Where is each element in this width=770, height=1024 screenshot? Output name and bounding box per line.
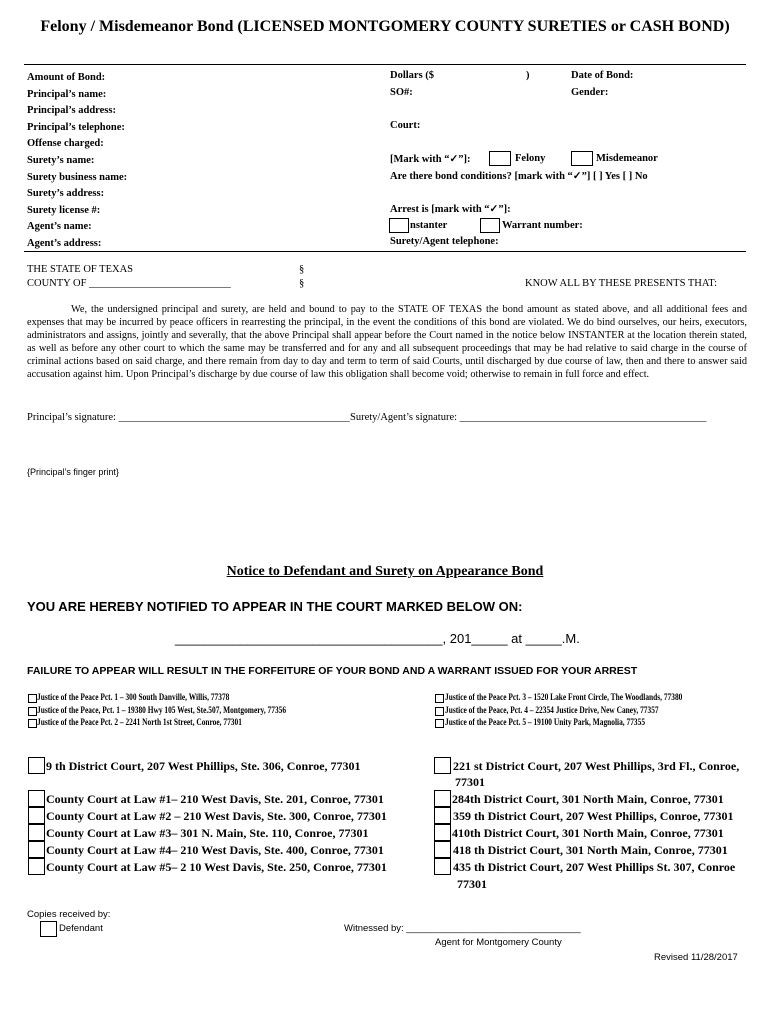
notified-heading: YOU ARE HEREBY NOTIFIED TO APPEAR IN THE COURT MARKED BELOW ON: [27,599,523,614]
dollars-close: ) [526,70,530,81]
court-checkbox[interactable] [28,790,45,807]
court-435th-district: 435 th District Court, 207 West Phillips St. 307, Conroe [453,860,736,874]
court-checkbox[interactable] [434,858,451,875]
felony-checkbox[interactable] [489,151,511,166]
jp-checkbox[interactable] [28,694,37,703]
jp-pct1-willis: Justice of the Peace Pct. 1 – 300 South Danville, Willis, 77378 [37,693,230,703]
court-label: Court: [390,120,421,131]
failure-warning: FAILURE TO APPEAR WILL RESULT IN THE FORFEITURE OF YOUR BOND AND A WARRANT ISSUED FOR YOUR ARREST [27,665,638,677]
court-checkbox[interactable] [434,824,451,841]
court-checkbox[interactable] [28,757,45,774]
warrant-checkbox[interactable] [480,218,500,233]
surety-telephone-label: Surety/Agent telephone: [390,236,499,247]
mark-with-label: [Mark with “✓”]: [390,154,471,165]
copies-received-label: Copies received by: [27,909,111,920]
jp-pct2-conroe: Justice of the Peace Pct. 2 – 2241 North 1st Street, Conroe, 77301 [37,718,242,728]
gender-label: Gender: [571,87,609,98]
jp-pct5-magnolia: Justice of the Peace Pct. 5 – 19100 Unity Park, Magnolia, 77355 [445,718,646,728]
court-checkbox[interactable] [28,858,45,875]
jp-checkbox[interactable] [28,707,37,716]
notice-title: Notice to Defendant and Surety on Appearance Bond [226,564,544,579]
dollars-label: Dollars ($ [390,70,435,81]
arrest-label: Arrest is [mark with “✓”]: [390,204,511,215]
court-359th-district: 359 th District Court, 207 West Phillips, Conroe, 77301 [453,809,734,823]
court-284th-district: 284th District Court, 301 North Main, Conroe, 77301 [452,792,724,806]
principal-telephone-label: Principal’s telephone: [27,121,125,133]
bond-agreement-text: We, the undersigned principal and surety, are held and bound to pay to the STATE OF TEXAS the bond amount as stated above, and all additional fees and expenses that may be incurred by peace officers in rearresting the principal, in the event the conditions of this bond are violated. We do bind ourselves, our heirs, executors, administrators and assigns, jointly and severally, that the above Principal shall appear before the Court named in the notice below INSTANTER at the location therein stated, as well as before any other court to which the same may be transferred and for any and all subsequent proceedings that may be had relative to said charge in the course of criminal actions based on said charge, and there remain from day to day and term to term of said Courts, until discharged by due course of law, then and there to answer said accusation against him. Upon Principal’s discharge by due course of law this obligation shall become void; otherwise to remain in full force and effect. [27,304,747,380]
jp-pct1-montgomery: Justice of the Peace, Pct. 1 – 19380 Hwy 105 West, Ste.507, Montgomery, 77356 [37,706,287,716]
date-of-bond-label: Date of Bond: [571,70,634,81]
agent-address-label: Agent’s address: [27,237,102,249]
defendant-checkbox[interactable] [40,921,57,937]
felony-label: Felony [515,153,546,164]
court-410th-district: 410th District Court, 301 North Main, Conroe, 77301 [452,826,724,840]
jp-checkbox[interactable] [435,694,444,703]
jp-checkbox[interactable] [435,719,444,728]
county-court-law-2: County Court at Law #2 – 210 West Davis, Ste. 300, Conroe, 77301 [46,809,387,823]
instanter-label: nstanter [410,220,448,231]
county-court-law-5: County Court at Law #5– 2 10 West Davis, Ste. 250, Conroe, 77301 [46,860,387,874]
know-all-heading: KNOW ALL BY THESE PRESENTS THAT: [525,278,718,289]
court-checkbox[interactable] [434,841,451,858]
appearance-date-line[interactable]: _____________________________________, 201_____ at _____.M. [175,631,580,646]
misdemeanor-label: Misdemeanor [596,153,658,164]
county-of-line: COUNTY OF ___________________________ [27,278,231,289]
fingerprint-label: {Principal’s finger print} [27,467,119,477]
jp-pct3-woodlands: Justice of the Peace Pct. 3 – 1520 Lake Front Circle, The Woodlands, 77380 [445,693,683,703]
form-left-labels [27,70,127,253]
section-symbol: § [299,278,305,289]
amount-of-bond-label: Amount of Bond: [27,72,106,83]
misdemeanor-checkbox[interactable] [571,151,593,166]
agent-caption: Agent for Montgomery County [435,937,562,948]
form-top-rule [24,64,746,65]
state-of-texas: THE STATE OF TEXAS [27,264,134,275]
court-418th-district: 418 th District Court, 301 North Main, Conroe, 77301 [453,843,728,857]
surety-name-label: Surety’s name: [27,154,95,166]
court-checkbox[interactable] [434,790,451,807]
agent-name-label: Agent’s name: [27,221,92,233]
surety-business-label: Surety business name: [27,171,128,183]
defendant-label: Defendant [59,923,103,934]
court-checkbox[interactable] [434,807,451,824]
county-court-law-4: County Court at Law #4– 210 West Davis, Ste. 400, Conroe, 77301 [46,843,384,857]
jp-checkbox[interactable] [28,719,37,728]
principal-signature-line[interactable]: Principal’s signature: ____________________________________________ [27,412,350,423]
jp-pct4-new-caney: Justice of the Peace, Pct. 4 – 22354 Justice Drive, New Caney, 77357 [445,706,659,716]
surety-address-label: Surety’s address: [27,188,105,200]
court-221st-district: 221 st District Court, 207 West Phillips, 3rd Fl., Conroe, [453,759,740,773]
offense-charged-label: Offense charged: [27,138,104,150]
bond-conditions-label: Are there bond conditions? [mark with “✓”] [ ] Yes [ ] No [390,171,648,182]
principal-address-label: Principal’s address: [27,105,116,117]
instanter-checkbox[interactable] [389,218,409,233]
so-number-label: SO#: [390,87,413,98]
court-9th-district: 9 th District Court, 207 West Phillips, Ste. 306, Conroe, 77301 [46,759,361,773]
form-bottom-rule [24,251,746,252]
court-221st-zip: 77301 [455,775,485,789]
court-checkbox[interactable] [28,824,45,841]
witnessed-by-line[interactable]: Witnessed by: _________________________________ [344,923,581,934]
surety-signature-line[interactable]: Surety/Agent’s signature: _______________________________________________ [350,412,707,423]
warrant-number-label: Warrant number: [502,220,583,231]
revised-date: Revised 11/28/2017 [654,952,738,963]
section-symbol: § [299,264,305,275]
court-checkbox[interactable] [434,757,451,774]
court-435th-zip: 77301 [457,877,487,891]
court-checkbox[interactable] [28,807,45,824]
jp-checkbox[interactable] [435,707,444,716]
form-title: Felony / Misdemeanor Bond (LICENSED MONTGOMERY COUNTY SURETIES or CASH BOND) [40,18,730,35]
court-checkbox[interactable] [28,841,45,858]
county-court-law-3: County Court at Law #3– 301 N. Main, Ste. 110, Conroe, 77301 [46,826,369,840]
principal-name-label: Principal’s name: [27,88,107,100]
county-court-law-1: County Court at Law #1– 210 West Davis, Ste. 201, Conroe, 77301 [46,792,384,806]
surety-license-label: Surety license #: [27,204,101,216]
